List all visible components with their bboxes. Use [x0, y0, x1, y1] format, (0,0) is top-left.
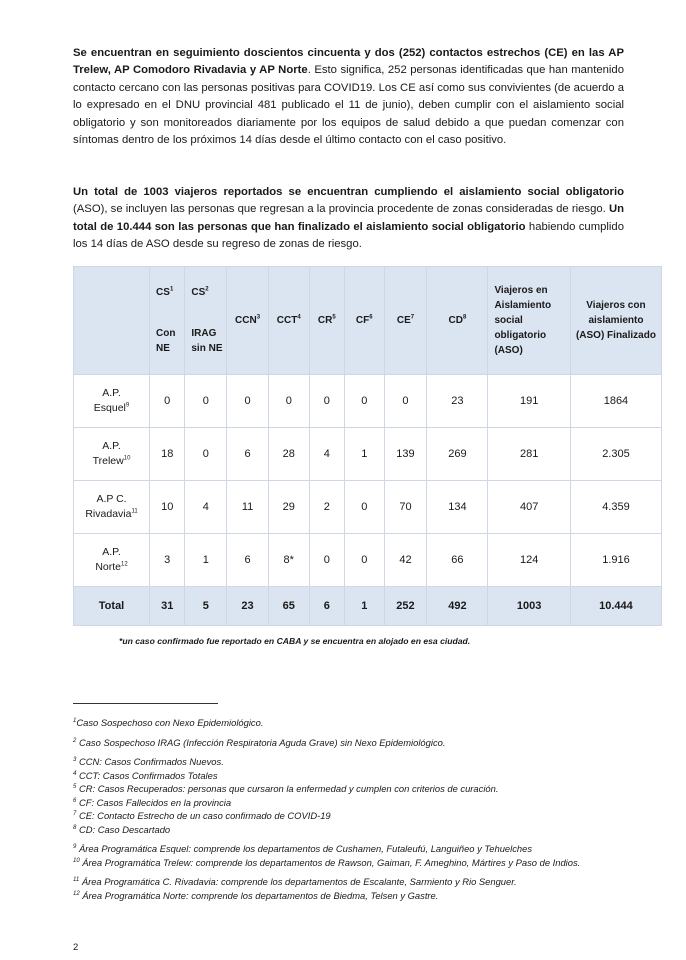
cell-aso: 124 [488, 534, 570, 587]
cell-cct: 65 [268, 587, 309, 626]
cell-cs1: 18 [150, 428, 185, 481]
cell-ce: 139 [384, 428, 427, 481]
cell-cr: 0 [309, 375, 344, 428]
header-ccn: CCN$^3$ [227, 267, 269, 375]
cell-aso-finalizado: 1.916 [570, 534, 661, 587]
cell-cs2: 0 [185, 428, 227, 481]
cell-cr: 4 [309, 428, 344, 481]
header-cs1: $CS^1$ Con NE [150, 267, 185, 375]
footnote-1: $^1$Caso Sospechoso con Nexo Epidemiológico. [73, 717, 264, 728]
cell-cct: 0 [268, 375, 309, 428]
cell-aso-finalizado: 1864 [570, 375, 661, 428]
header-aso: Viajeros en Aislamiento social obligatorio (ASO) [488, 267, 570, 375]
cell-cd: 134 [427, 481, 488, 534]
row-label: A.P. Trelew$^{10}$ [74, 428, 150, 481]
footnote-12: $^{12}$ Área Programática Norte: comprende los departamentos de Biedma, Telsen y Gastre. [73, 889, 439, 901]
footnote-8: $^8$ CD: Caso Descartado [73, 823, 171, 835]
footnote-11: $^{11}$ Área Programática C. Rivadavia: comprende los departamentos de Escalante, Sarmiento y Rio Senguer. [73, 876, 517, 887]
cell-cf: 0 [344, 481, 384, 534]
table-row-trelew [74, 428, 662, 481]
table-row-norte [74, 534, 662, 587]
table-row-rivadavia [74, 481, 662, 534]
cell-ce: 252 [384, 587, 427, 626]
header-ce: $CE^7$ [384, 267, 427, 375]
cell-cs2: 0 [185, 375, 227, 428]
cell-cs1: 10 [150, 481, 185, 534]
cell-cr: 6 [309, 587, 344, 626]
cell-ccn: 23 [227, 587, 269, 626]
cell-cs2: 4 [185, 481, 227, 534]
header-cd: $CD^8$ [427, 267, 488, 375]
table-row-esquel [74, 375, 662, 428]
cell-cd: 492 [427, 587, 488, 626]
cell-aso: 407 [488, 481, 570, 534]
footnote-7: $^7$ CE: Contacto Estrecho de un caso confirmado de COVID-19 [73, 810, 331, 821]
cell-ce: 0 [384, 375, 427, 428]
cell-aso-finalizado: 2.305 [570, 428, 661, 481]
cell-cr: 0 [309, 534, 344, 587]
paragraph-contacts [73, 45, 624, 149]
footnote-4: $^4$ CCT: Casos Confirmados Totales [73, 769, 218, 781]
cell-cct: 8* [268, 534, 309, 587]
cell-aso: 191 [488, 375, 570, 428]
cell-aso: 281 [488, 428, 570, 481]
header-area [74, 267, 150, 375]
header-cf: $CF^6$ [344, 267, 384, 375]
cell-ccn: 0 [227, 375, 269, 428]
cell-cs2: 1 [185, 534, 227, 587]
paragraph-contacts-bold: Se encuentran en seguimiento doscientos cincuenta y dos (252) contactos estrechos (CE) en las AP Trelew, AP Comodoro Rivadavia y AP Norte [73, 47, 624, 77]
row-label: A.P. Esquel$^9$ [74, 375, 150, 428]
page-number: 2 [73, 941, 79, 952]
header-cs2: $CS^2$ IRAG sin NE [185, 267, 227, 375]
cell-cf: 0 [344, 375, 384, 428]
cell-cr: 2 [309, 481, 344, 534]
cell-ccn: 6 [227, 534, 269, 587]
footnotes [73, 716, 633, 902]
cell-cs2: 5 [185, 587, 227, 626]
cell-cf: 1 [344, 428, 384, 481]
cell-cct: 28 [268, 428, 309, 481]
row-label: Total [74, 587, 150, 626]
cell-ce: 70 [384, 481, 427, 534]
paragraph-travelers-text-1: (ASO), se incluyen las personas que regresan a la provincia procedente de zonas consideradas de riesgo. [73, 203, 609, 216]
cell-cd: 269 [427, 428, 488, 481]
footnote-3: $^3$ CCN: Casos Confirmados Nuevos. [73, 756, 224, 767]
footnote-9: $^9$ Área Programática Esquel: comprende los departamentos de Cushamen, Futaleufú, Languiñeo y Tehuelches [73, 843, 533, 854]
header-aso-finalizado: Viajeros con aislamiento (ASO) Finalizado [570, 267, 661, 375]
footnote-10: $^{10}$ Área Programática Trelew: comprende los departamentos de Rawson, Gaiman, F. Ameghino, Mártires y Paso de Indios. [73, 856, 581, 868]
cell-cf: 0 [344, 534, 384, 587]
cell-aso-finalizado: 4.359 [570, 481, 661, 534]
cell-cct: 29 [268, 481, 309, 534]
cell-cs1: 31 [150, 587, 185, 626]
table-note: *un caso confirmado fue reportado en CABA y se encuentra en alojado en esa ciudad. [119, 636, 471, 646]
paragraph-travelers [73, 184, 624, 254]
cell-cd: 66 [427, 534, 488, 587]
cell-cf: 1 [344, 587, 384, 626]
paragraph-contacts-text: . Esto significa, 252 personas identificadas que han mantenido contacto cercano con las personas positivas para COVID19. Los CE así como sus convivientes (de acuerdo a lo expresado en el DNU provincial 481 publicado el 11 de junio), deben cumplir con el aislamiento social obligatorio y son monitoreados diariamente por los equipos de salud debido a que puedan comenzar con síntomas dentro de los próximos 14 días desde el último contacto con el caso positivo. [73, 64, 624, 147]
paragraph-travelers-text-2: habiendo cumplido los 14 días de ASO desde su regreso de zonas de riesgo. [73, 220, 624, 251]
paragraph-travelers-bold-2: Un total de 10.444 son las personas que han finalizado el aislamiento social obligatorio [73, 203, 624, 233]
footnote-5: $^5$ CR: Casos Recuperados: personas que cursaron la enfermedad y cumplen con criterios de curación. [73, 783, 499, 794]
header-cct: CCT$^4$ [268, 267, 309, 375]
row-label: A.P. Norte$^{12}$ [74, 534, 150, 587]
footnote-2: $^2$ Caso Sospechoso IRAG (Infección Respiratoria Aguda Grave) sin Nexo Epidemiológico. [73, 736, 446, 748]
cell-cd: 23 [427, 375, 488, 428]
cell-ce: 42 [384, 534, 427, 587]
cell-ccn: 11 [227, 481, 269, 534]
row-label: A.P C. Rivadavia$^{11}$ [74, 481, 150, 534]
table-row-total [74, 587, 662, 626]
header-cr: $CR^5$ [309, 267, 344, 375]
cell-cs1: 3 [150, 534, 185, 587]
cases-table [73, 266, 662, 626]
footnote-divider [73, 703, 218, 704]
paragraph-travelers-bold-1: Un total de 1003 viajeros reportados se encuentran cumpliendo el aislamiento social obligatorio [73, 186, 624, 198]
cell-aso-finalizado: 10.444 [570, 587, 661, 626]
cell-ccn: 6 [227, 428, 269, 481]
footnote-6: $^6$ CF: Casos Fallecidos en la provincia [73, 796, 232, 808]
table-header-row [74, 267, 662, 375]
cell-aso: 1003 [488, 587, 570, 626]
cell-cs1: 0 [150, 375, 185, 428]
